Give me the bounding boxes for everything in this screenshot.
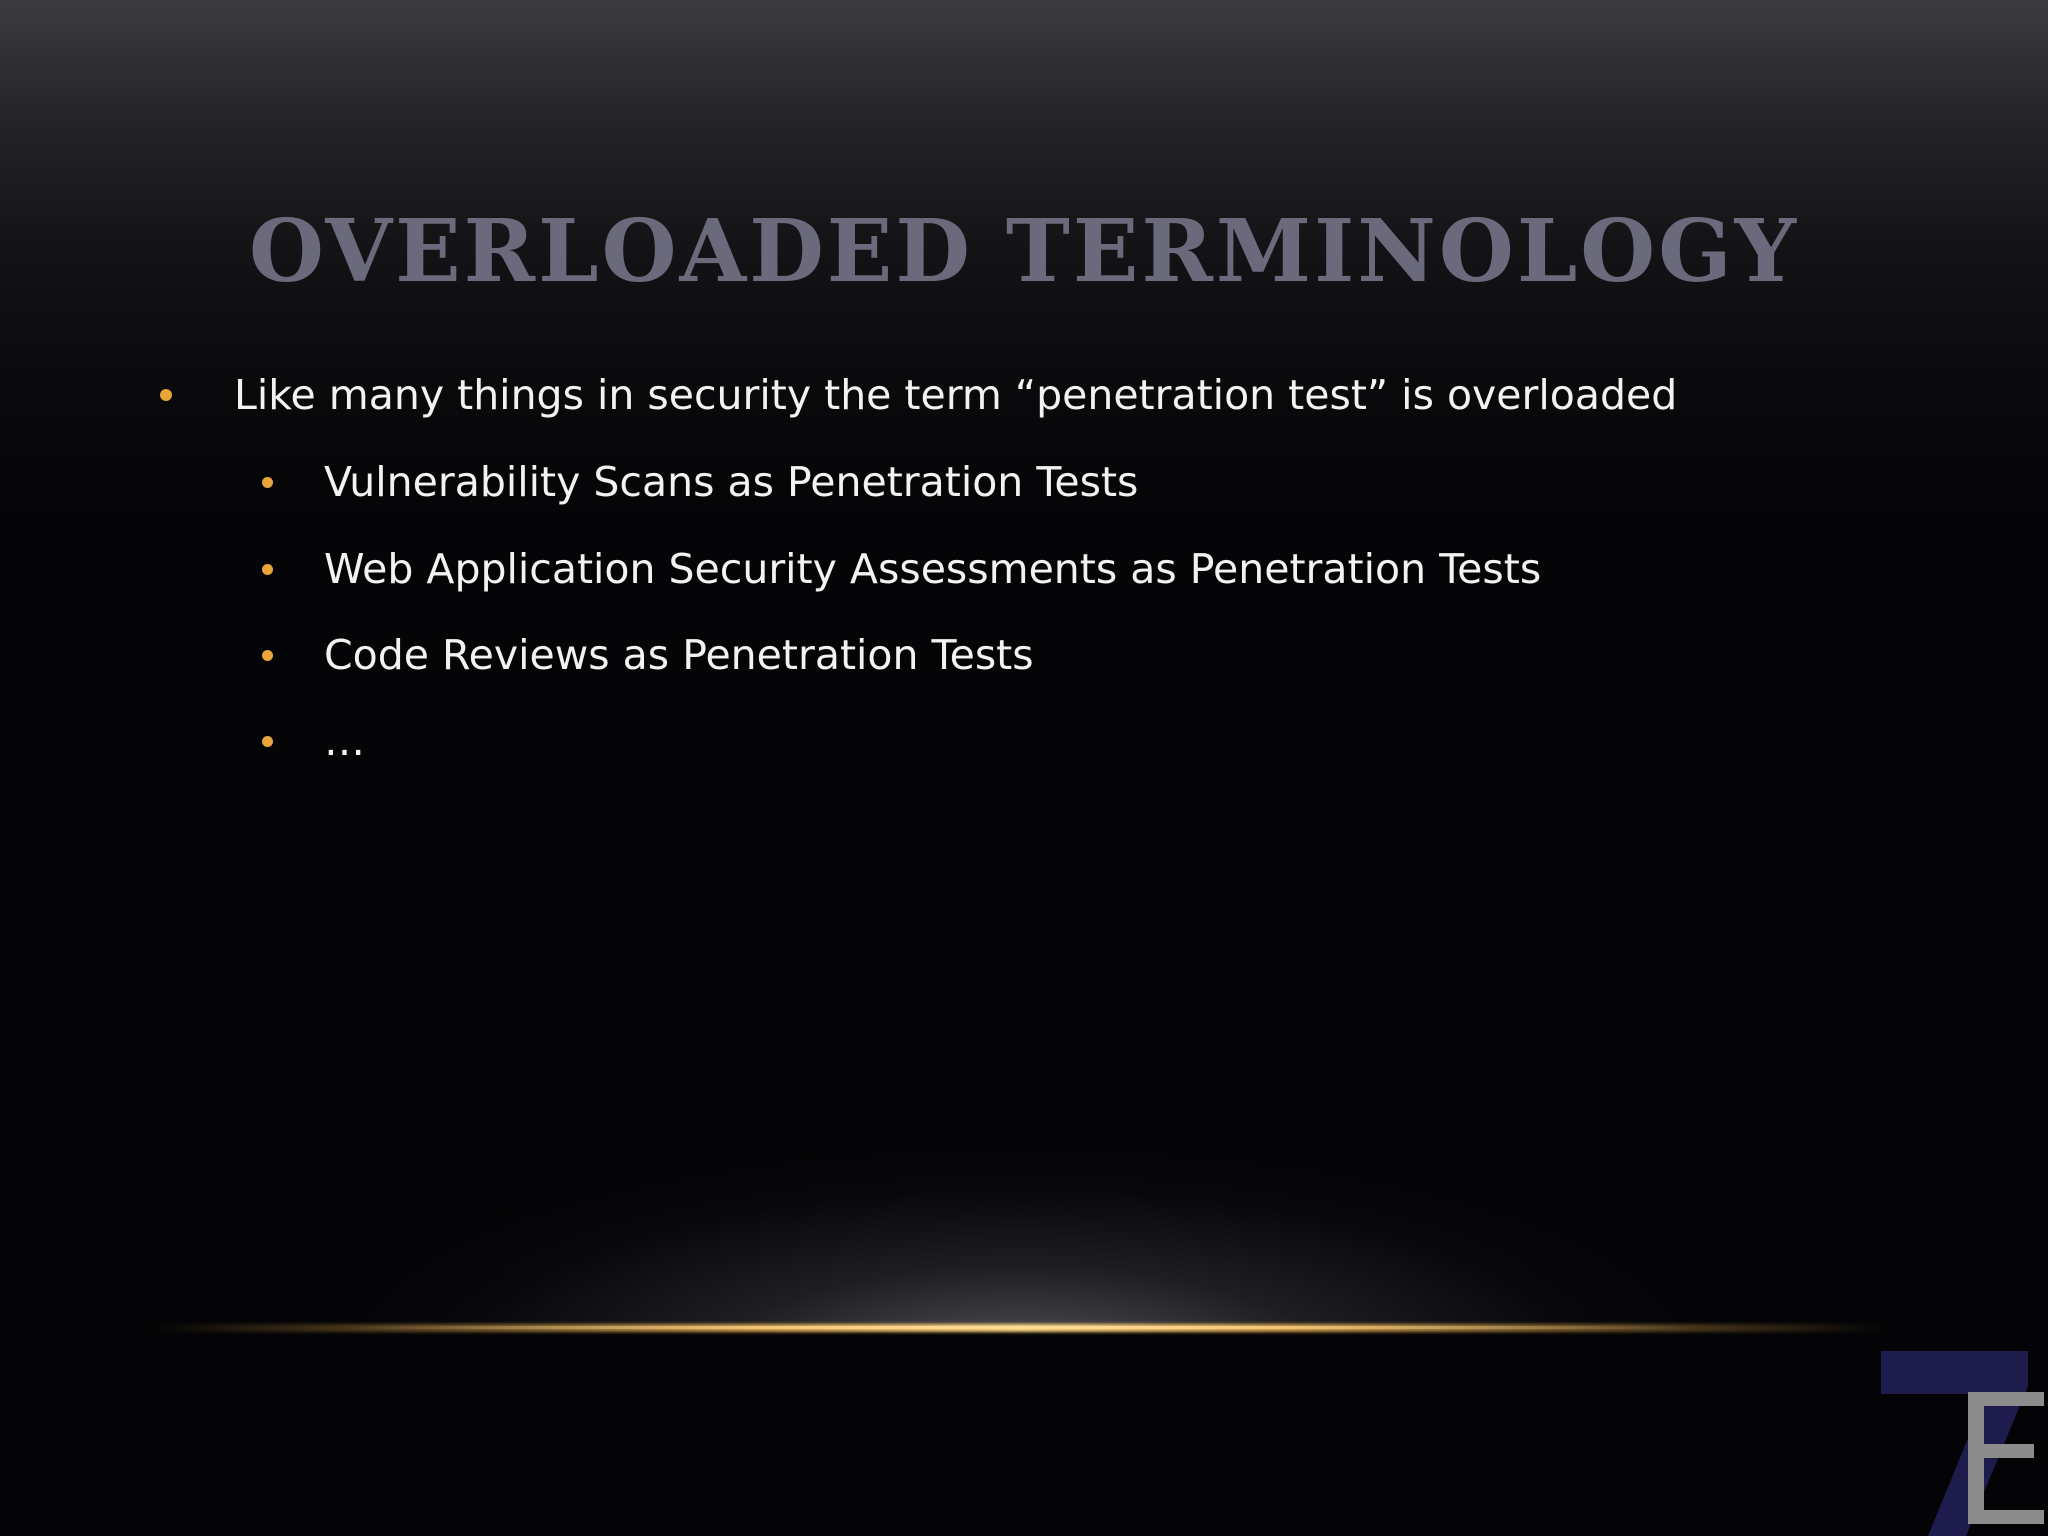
slide-title: OVERLOADED TERMINOLOGY xyxy=(248,201,1800,302)
sub-bullet-text: Web Application Security Assessments as Penetration Tests xyxy=(324,545,1542,593)
bullet-dot-icon xyxy=(262,564,273,575)
sub-bullet-text: Code Reviews as Penetration Tests xyxy=(324,631,1034,679)
bullet-dot-icon xyxy=(160,389,172,401)
7e-logo-icon xyxy=(1876,1346,2048,1536)
bullet-dot-icon xyxy=(262,650,273,661)
bullet-dot-icon xyxy=(262,477,273,488)
sub-bullet-text: Vulnerability Scans as Penetration Tests xyxy=(324,458,1139,506)
bullet-text: Like many things in security the term “penetration test” is overloaded xyxy=(234,371,1678,419)
sub-bullet-text: … xyxy=(324,717,365,765)
floor xyxy=(0,1329,2048,1536)
logo-seven-shape xyxy=(1881,1351,2028,1536)
bullet-dot-icon xyxy=(262,736,273,747)
horizon-core-line xyxy=(350,1326,1690,1329)
